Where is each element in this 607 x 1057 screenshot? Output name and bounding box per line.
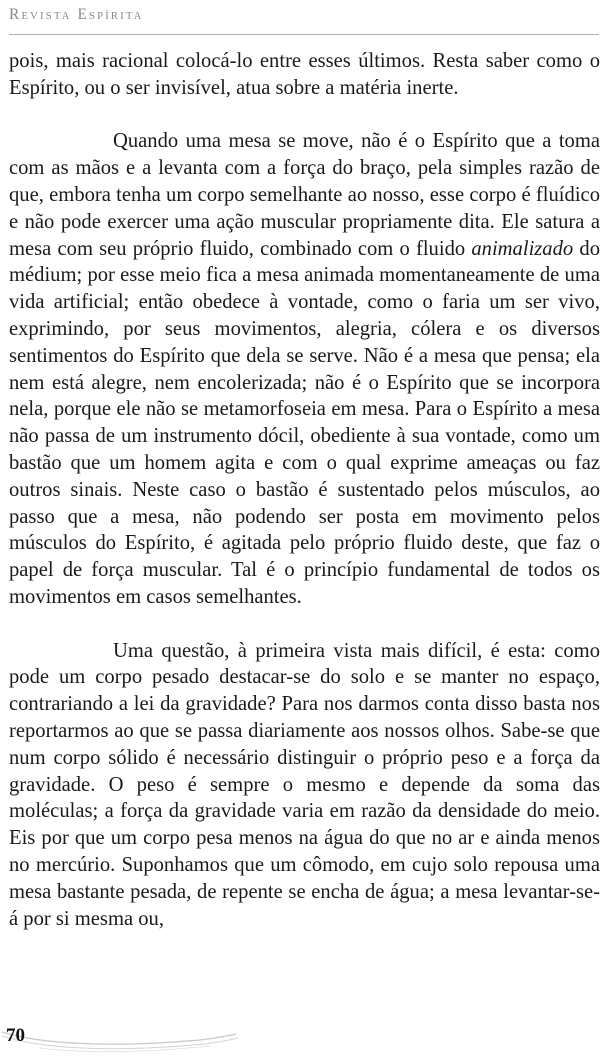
paragraph-3: Uma questão, à primeira vista mais difícil, é esta: como pode um corpo pesado destacar-se do solo e se manter no espaço, contrariando a lei da gravidade? Para nos darmos conta disso basta nos reportarmos ao que se passa diariamente aos nossos olhos. Sabe-se que num corpo sólido é necessário distinguir o próprio peso e a força da gravidade. O peso é sempre o mesmo e depende da soma das moléculas; a força da gravidade varia em razão da densidade do meio. Eis por que um corpo pesa menos na água do que no ar e ainda menos no mercúrio. Suponhamos que um cômodo, em cujo solo repousa uma mesa bastante pesada, de repente se encha de água; a mesa levantar-se-á por si mesma ou, <box>9 639 600 930</box>
running-header-title: Revista Espírita <box>9 6 144 23</box>
header-rule <box>9 34 599 35</box>
page-body-text <box>9 48 600 932</box>
paragraph-2-text-b: do médium; por esse meio fica a mesa animada momentaneamente de uma vida artificial; então obedece à vontade, como o faria um ser vivo, exprimindo, por seus movimentos, alegria, cólera e os diversos sentimentos do Espírito que dela se serve. Não é a mesa que pensa; ela nem está alegre, nem encolerizada; não é o Espírito que se incorpora nela, porque ele não se metamorfoseia em mesa. Para o Espírito a mesa não passa de um instrumento dócil, obediente à sua vontade, como um bastão que um homem agita e com o qual exprime ameaças ou faz outros sinais. Neste caso o bastão é sustentado pelos músculos, ao passo que a mesa, não podendo ser posta em movimento pelos músculos do Espírito, é agitada pelo próprio fluido deste, que faz o papel de força muscular. Tal é o princípio fundamental de todos os movimentos em casos semelhantes. <box>9 237 600 608</box>
paragraph-2-emphasis: animalizado <box>471 237 574 260</box>
paragraph-spacer <box>9 102 600 129</box>
paragraph-spacer <box>9 611 600 638</box>
paragraph-1: pois, mais racional colocá-lo entre esses últimos. Resta saber como o Espírito, ou o ser invisível, atua sobre a matéria inerte. <box>9 50 600 99</box>
paragraph-2-text-a: Quando uma mesa se move, não é o Espírito que a toma com as mãos e a levanta com a força do braço, pela simples razão de que, embora tenha um corpo semelhante ao nosso, esse corpo é fluídico e não pode exercer uma ação muscular propriamente dita. Ele satura a mesa com seu próprio fluido, combinado com o fluido <box>9 130 600 260</box>
paragraph-2 <box>9 128 600 610</box>
page-number: 70 <box>6 1025 25 1046</box>
footer-swoosh-ornament <box>0 1018 240 1057</box>
